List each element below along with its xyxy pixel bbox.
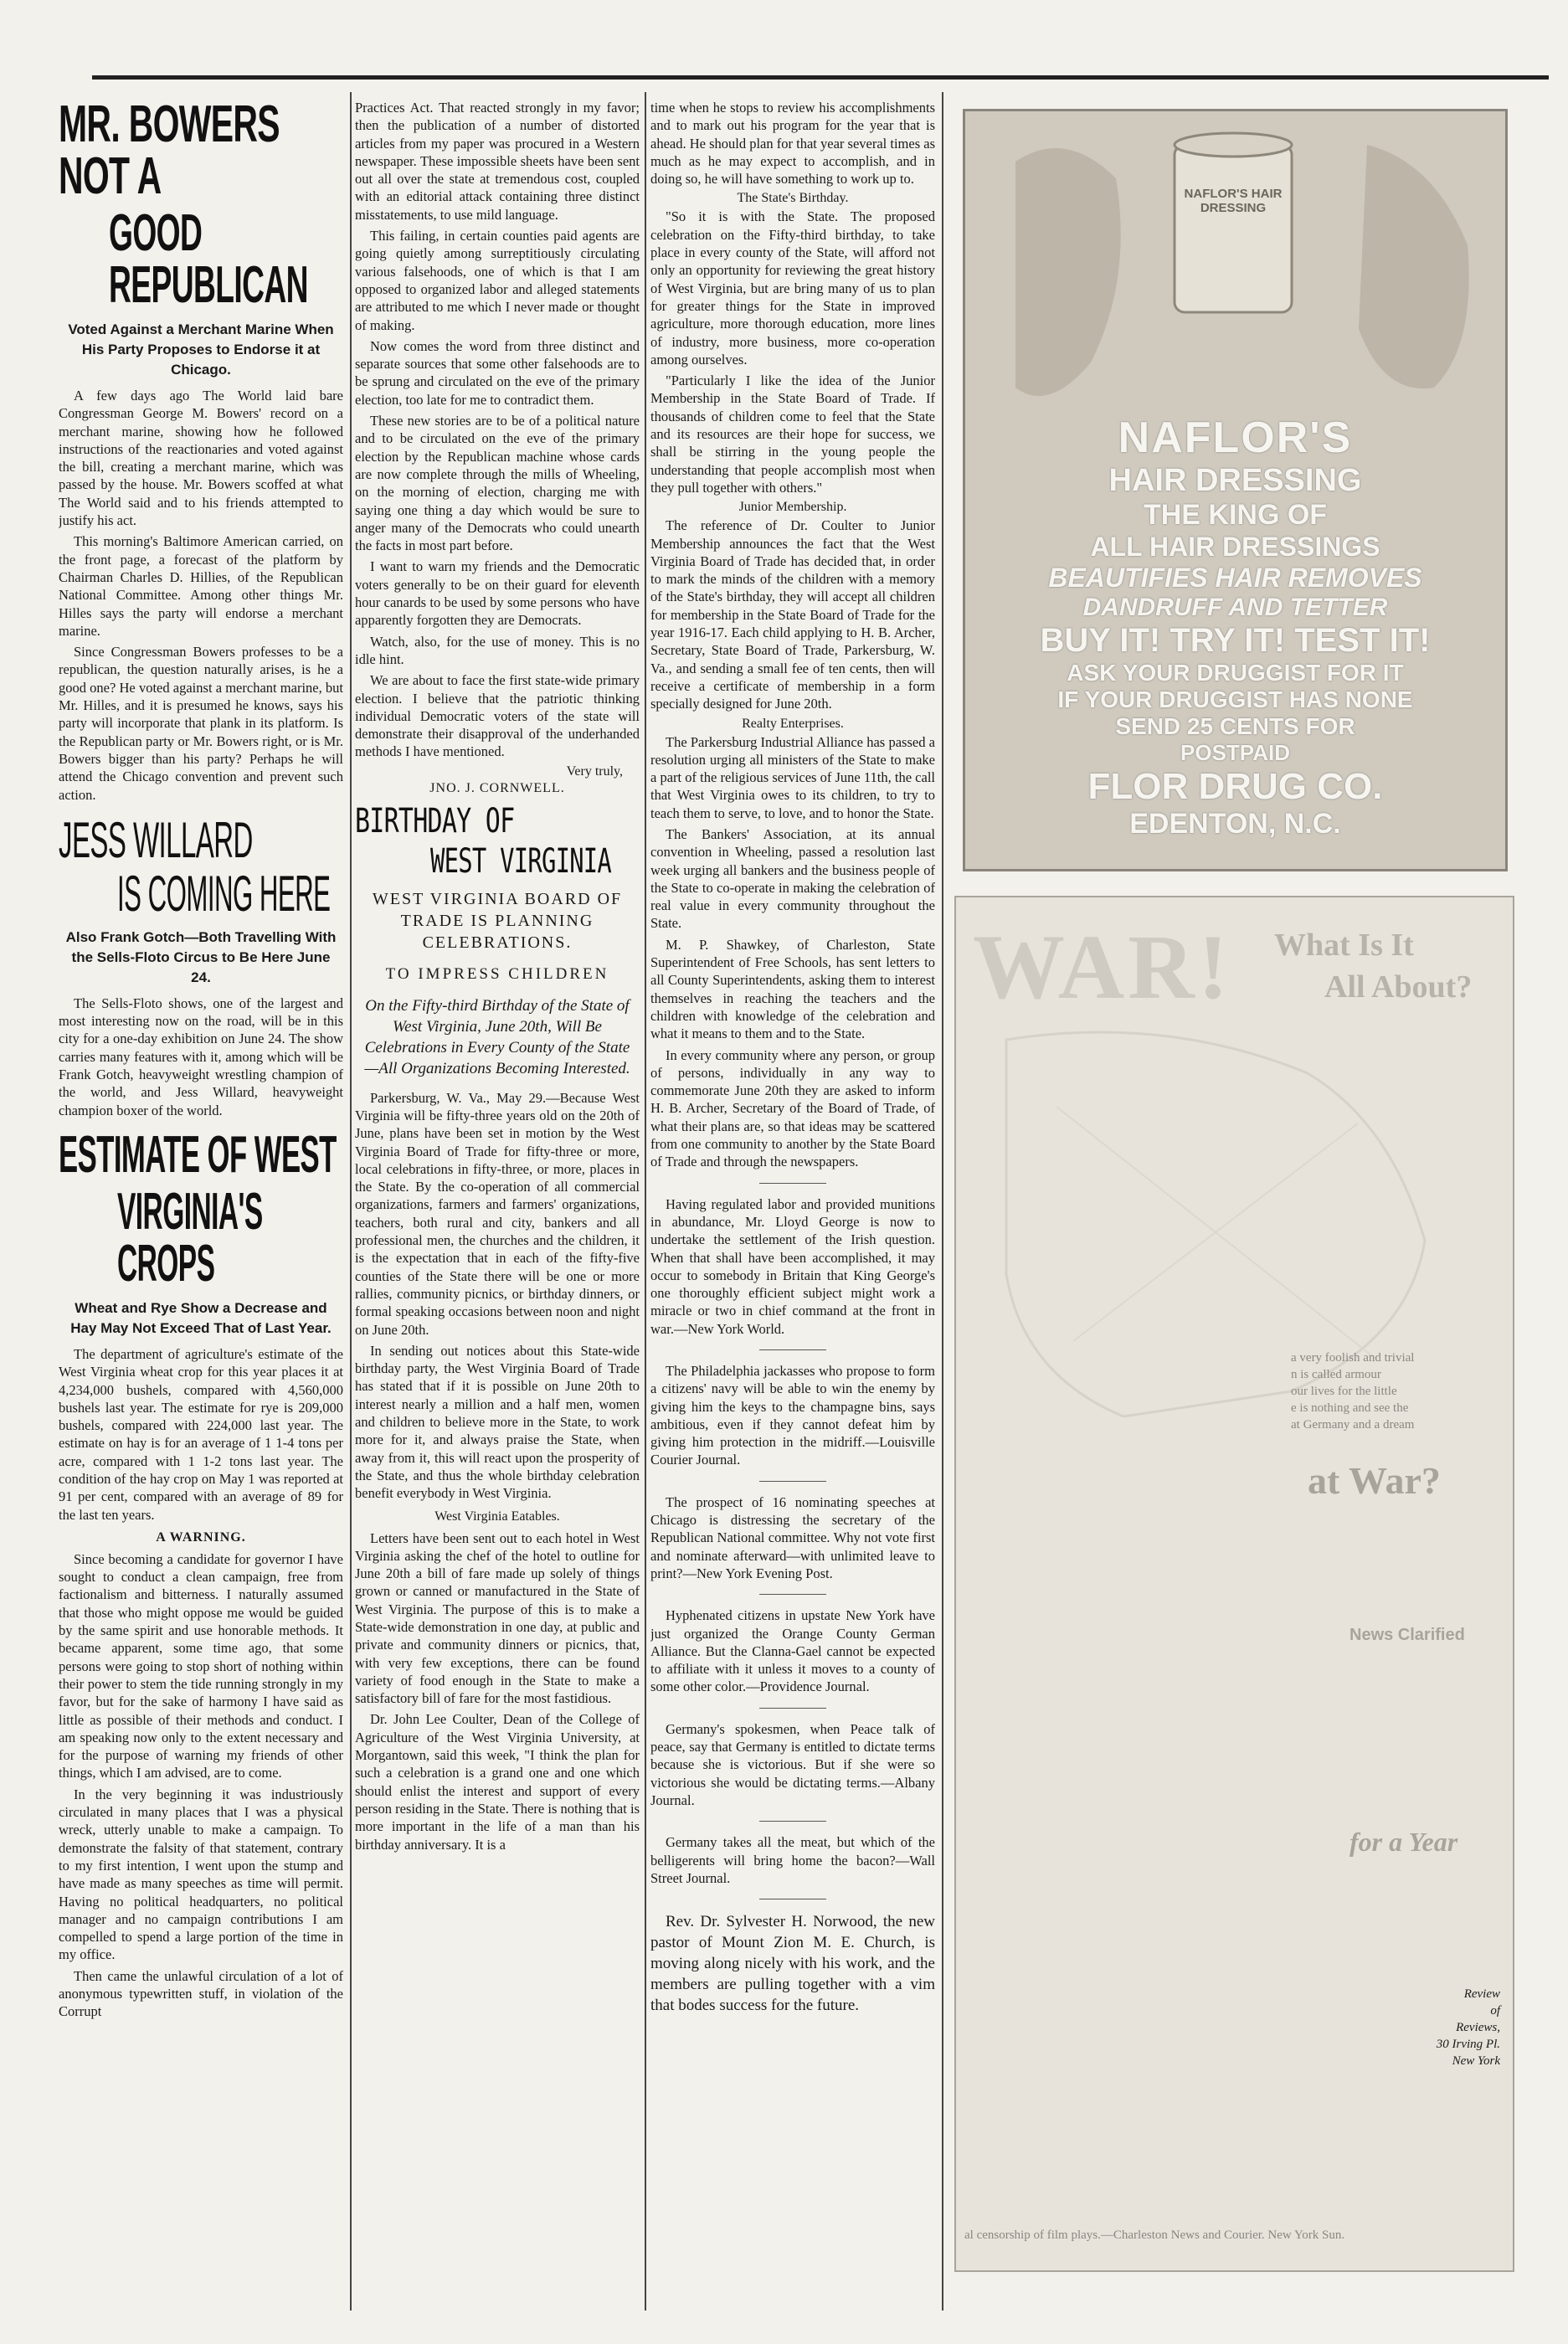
ad-line: n is called armour — [1291, 1368, 1381, 1381]
article-body — [355, 1089, 640, 1503]
coupon-line: Review — [1463, 1987, 1500, 2001]
ad-headline: WAR! — [973, 916, 1232, 1018]
column-2 — [355, 99, 640, 2334]
article-birthday — [355, 801, 640, 1853]
deck: Wheat and Rye Show a Decrease and Hay May Not Exceed That of Last Year. — [70, 1299, 332, 1336]
paragraph: I want to warn my friends and the Democratic voters generally to be on their guard for eleventh hour canards to be used by some persons who have apparently forgotten they are Democrats. — [355, 558, 640, 629]
ad-line: at Germany and a dream — [1291, 1418, 1415, 1432]
article-body — [650, 517, 935, 712]
divider — [759, 1349, 826, 1350]
ad-line: ALL HAIR DRESSINGS — [1090, 532, 1380, 562]
ad-line: SEND 25 CENTS FOR — [1115, 713, 1355, 739]
article-body — [650, 733, 935, 1171]
column-3 — [650, 99, 935, 2334]
ad-line: ASK YOUR DRUGGIST FOR IT — [1067, 660, 1404, 686]
paragraph: Since becoming a candidate for governor I have sought to conduct a clean campaign, free from factionalism and bitterness. I naturally assumed that those who might oppose me would be guided by the same spirit and use honorable methods. It became apparent, some time ago, that some persons were going to stop short of nothing within their power to stem the tide running strongly in my favor, but for the sake of harmony I have said as little as possible of their methods and conduct. I am speaking now only to the extent necessary and for the purpose of warning my friends of other things, which I am advised, are to come. — [59, 1550, 343, 1781]
paragraph: The Parkersburg Industrial Alliance has passed a resolution urging all ministers of the State to make a part of the religious services of June 11th, the call that West Virginia owes to its children, to try to teach them to serve, to love, and to honor the State. — [650, 733, 935, 821]
ad-line: POSTPAID — [1180, 740, 1290, 765]
paragraph: In sending out notices about this State-wide birthday party, the West Virginia Board of Trade has stated that if it is possible on June 20th to interest nearly a million and a half men, women and children to believe more in the State, to work more for it, and always praise the State, when away from it, this will react upon the prosperity of the State, and thus the whole birthday celebration benefit everybody in West Virginia. — [355, 1342, 640, 1502]
editorial-shorts — [650, 1195, 935, 1888]
paragraph: Parkersburg, W. Va., May 29.—Because West Virginia will be fifty-three years old on the 20th of June, plans have been set in motion by the West Virginia Board of Trade for fifty-three or more, local celebrations in fifty-three, or more, places in the State. By the co-operation of all commercial organizations, farmers and farmers' organizations, teachers, both rural and city, bankers and all professional men, the churches and the children, it is the expectation that in each of the fifty-five counties of the State there will be one or more rallies, community picnics, or birthday dinners, or formal speaking occasions between noon and night on June 20th. — [355, 1089, 640, 1338]
article-body — [650, 208, 935, 496]
ad-subhead: All About? — [1324, 969, 1473, 1005]
column-rule — [942, 92, 943, 2311]
deck: Voted Against a Merchant Marine When His Party Proposes to Endorse it at Chicago. — [68, 321, 334, 378]
deck: On the Fifty-third Birthday of the State of West Virginia, June 20th, Will Be Celebrations in Every County of the State—All Organizations Becoming Interested. — [364, 996, 630, 1077]
headline: WEST VIRGINIA — [430, 841, 612, 881]
headline: GOOD REPUBLICAN — [109, 204, 308, 314]
paragraph: The department of agriculture's estimate of the West Virginia wheat crop for this year places it at 4,234,000 bushels, compared with 4,560,000 bushels last year. The estimate for rye is 209,000 bushels, compared with 224,000 last year. The estimate on hay is for an average of 1 1-4 tons per acre, compared with 1 1-2 tons last year. The condition of the hay crop on May 1 was reported at 91 per cent, compared with an average of 89 for the last ten years. — [59, 1345, 343, 1523]
article-crops — [59, 1125, 343, 1524]
article-bowers — [59, 99, 343, 804]
paragraph: A few days ago The World laid bare Congressman George M. Bowers' record on a merchant marine, showing how he followed instructions of the reactionaries and voted against the bill, creating a merchant marine, which was passed by the house. Mr. Bowers scoffed at what The World said and to his friends attempted to justify his act. — [59, 388, 343, 529]
paragraph: time when he stops to review his accomplishments and to mark out his program for the year that is ahead. He should plan for that year several times as much as he may expect to accomplish, and in doing so, he will have something to work up to. — [650, 100, 935, 188]
ad-line: THE KING OF — [1143, 499, 1328, 531]
article-body — [59, 387, 343, 804]
paragraph: This failing, in certain counties paid agents are going quietly among surreptitiously circulating various falsehoods, one of which is that I am opposed to organized labor and alleged statements are attributed to me which I never made or thought of making. — [355, 228, 640, 333]
paragraph: M. P. Shawkey, of Charleston, State Superintendent of Free Schools, has sent letters to all County Superintendents, asking them to interest themselves in reaching the teachers and the children with knowledge of the celebration and what it means to them and to the State. — [650, 936, 935, 1042]
paragraph: Since Congressman Bowers professes to be a republican, the question naturally arises, is he a good one? He voted against a merchant marine, but Mr. Hilles, and it is presumed he knows, says his party will incorporate that plank in its platform. Is the Republican party or Mr. Bowers right, or is Mr. Bowers bigger than his party? Perhaps he will attend the Chicago convention and prevent such action. — [59, 644, 343, 803]
ad-line: HAIR DRESSING — [1108, 463, 1362, 498]
top-rule — [92, 75, 1549, 80]
ad-line: BEAUTIFIES HAIR REMOVES — [1048, 563, 1422, 593]
column-rule — [350, 92, 352, 2311]
coupon[interactable] — [1421, 1986, 1500, 2069]
ad-line: our lives for the little — [1291, 1385, 1397, 1398]
ad-line: BUY IT! TRY IT! TEST IT! — [1040, 622, 1431, 659]
paragraph: Germany's spokesmen, when Peace talk of peace, say that Germany is entitled to dictate terms because she is victorious. But if she were so victorious she would be dictating terms.—Albany Journal. — [650, 1720, 935, 1808]
coupon-line: of — [1490, 2004, 1500, 2018]
coupon-line: 30 Irving Pl. — [1436, 2038, 1500, 2051]
paragraph: Germany takes all the meat, but which of the belligerents will bring home the bacon?—Wall Street Journal. — [650, 1834, 935, 1886]
ad-subhead: News Clarified — [1350, 1626, 1465, 1644]
article-body — [59, 995, 343, 1119]
divider — [759, 1183, 826, 1184]
divider — [759, 1594, 826, 1595]
sign-off: Very truly, — [566, 763, 623, 779]
divider — [759, 1821, 826, 1822]
article-body — [355, 99, 640, 761]
ad-subhead: for a Year — [1350, 1827, 1458, 1857]
paragraph: These new stories are to be of a political nature and to be circulated on the eve of the primary election by the Republican machine whose cards are now complete through the mills of Wheeling, on the morning of election, charging me with saying one thing a day which would be sure to anger many of the Democrats who could unearth the facts in most part before. — [355, 413, 640, 554]
article-body — [355, 1529, 640, 1853]
paragraph: We are about to face the first state-wide primary election. I believe that the patriotic thinking individual Democratic voters of the state will demonstrate their disapproval of the underhanded methods I have mentioned. — [355, 672, 640, 760]
ad-line: a very foolish and trivial — [1291, 1351, 1415, 1365]
column-rule — [645, 92, 646, 2311]
article-warning — [59, 1530, 343, 2021]
article-body — [59, 1550, 343, 2021]
article-body — [59, 1345, 343, 1524]
article-willard — [59, 811, 343, 1119]
ad-subhead: What Is It — [1274, 928, 1414, 963]
paragraph: The reference of Dr. Coulter to Junior Membership announces the fact that the West Virginia Board of Trade has decided that, in order to mark the minds of the children with a memory of the State's birthday, they will accept all children for membership in the State Board of Trade for the year 1916-17. Each child applying to H. B. Archer, Secretary, State Board of Trade, Parkersburg, W. Va., and sending a small fee of ten cents, then will receive a certificate of membership in a form specially designed for June 20th. — [650, 517, 935, 712]
paragraph: Hyphenated citizens in upstate New York have just organized the Orange County German Alliance. But the Clanna-Gael cannot be expected to affiliate with it unless it moves to a county of some other color.—Providence Journal. — [650, 1607, 935, 1695]
ad-line: e is nothing and see the — [1291, 1401, 1409, 1415]
section-title: A WARNING. — [156, 1529, 246, 1545]
column-1 — [59, 99, 343, 2334]
ad-tail-text: al censorship of film plays.—Charleston News and Courier. New York Sun. — [964, 2228, 1345, 2242]
subhead: Junior Membership. — [738, 500, 847, 515]
divider — [759, 1708, 826, 1709]
coupon-line: Reviews, — [1456, 2021, 1500, 2034]
paragraph: Rev. Dr. Sylvester H. Norwood, the new pastor of Mount Zion M. E. Church, is moving along nicely with his work, and the members are pulling together with a vim that bodes success for the future. — [650, 1913, 935, 2015]
ad-body — [1291, 1349, 1500, 1433]
deck: WEST VIRGINIA BOARD OF TRADE IS PLANNING CELEBRATIONS. — [372, 889, 623, 952]
paragraph: Having regulated labor and provided munitions in abundance, Mr. Lloyd George is now to undertake the settlement of the Irish question. When that shall have been accomplished, it may occur to somebody in Britain that King George's one thoroughly efficient subject might work a miracle or two in chief command at the front in war.—New York World. — [650, 1195, 935, 1337]
ad-line: EDENTON, N.C. — [1129, 808, 1341, 840]
subhead: West Virginia Eatables. — [434, 1509, 560, 1524]
headline: ESTIMATE OF WEST — [59, 1125, 337, 1184]
paragraph: The Philadelphia jackasses who propose to form a citizens' navy will be able to win the enemy by giving him the keys to the champagne bins, says ambitious, even if they cannot defeat him by giving him protection in the midriff.—Louisville Courier Journal. — [650, 1363, 935, 1468]
deck: TO IMPRESS CHILDREN — [385, 964, 609, 983]
subhead: Realty Enterprises. — [742, 716, 844, 731]
article-body — [650, 1911, 935, 2016]
signature: JNO. J. CORNWELL. — [429, 780, 565, 795]
ad-line: NAFLOR'S — [1118, 414, 1353, 462]
headline: IS COMING HERE — [117, 865, 331, 922]
paragraph: Dr. John Lee Coulter, Dean of the College of Agriculture of the West Virginia University, at Morgantown, said this week, "I think the plan for such a celebration is a grand one and one which should enlist the interest and support of every person residing in the State. There is nothing that is more important in the life of a man than his birthday anniversary. It is a — [355, 1711, 640, 1853]
article-body — [650, 99, 935, 188]
ad-line: IF YOUR DRUGGIST HAS NONE — [1057, 686, 1413, 712]
headline: JESS WILLARD — [59, 811, 253, 868]
paragraph: The prospect of 16 nominating speeches at Chicago is distressing the secretary of the Republican National committee. Why not vote first and nominate afterward—with unlimited leave to print?—New York Evening Post. — [650, 1493, 935, 1581]
ad-line: FLOR DRUG CO. — [1087, 766, 1383, 807]
divider — [759, 1481, 826, 1482]
paragraph: "Particularly I like the idea of the Junior Membership in the State Board of Trade. If thousands of children come to feel that the State and its resources are their hope for success, we shall be stirring in the young people the understanding that people accomplish most when they pull together with others." — [650, 373, 935, 496]
paragraph: In the very beginning it was industriously circulated in many places that I was a physical wreck, utterly unable to make a campaign. To demonstrate the falsity of that statement, contrary to my first intention, I went upon the stump and have made as many speeches as time will permit. Having no political headquarters, no political manager and no campaign contributions I am compelled to spend a large portion of the time in my office. — [59, 1786, 343, 1963]
paragraph: The Bankers' Association, at its annual convention in Wheeling, passed a resolution last week urging all bankers and the business people of the State to co-operate in making the celebration of real value in every community throughout the State. — [650, 825, 935, 932]
headline: BIRTHDAY OF — [355, 801, 515, 840]
paragraph: Letters have been sent out to each hotel in West Virginia asking the chef of the hotel to outline for June 20th a bill of fare made up solely of things grown or canned or manufactured in the State of West Virginia. The purpose of this is to make a State-wide demonstration in one day, at public and private and community dinners or picnics, that, with very few exceptions, there can be found variety of food enough in the State to make a satisfactory bill of fare for the most fastidious. — [355, 1529, 640, 1707]
ad-line: DANDRUFF AND TETTER — [1082, 594, 1388, 621]
ad-text — [965, 413, 1505, 840]
headline: VIRGINIA'S CROPS — [117, 1182, 263, 1293]
deck: Also Frank Gotch—Both Travelling With the Sells-Floto Circus to Be Here June 24. — [65, 928, 337, 985]
paragraph: Now comes the word from three distinct and separate sources that some other falsehoods are to be sprung and circulated on the eve of the primary election, too late for me to contradict them. — [355, 337, 640, 408]
coupon-line: New York — [1452, 2054, 1500, 2068]
paragraph: In every community where any person, or group of persons, individually in any way to commemorate June 20th they are asked to inform H. B. Archer, Secretary of the Board of Trade, of what their plans are, so that ideas may be scattered from one community to another by the State Board of Trade and through the newspapers. — [650, 1046, 935, 1170]
jar-label: NAFLOR'S HAIR DRESSING — [1184, 187, 1283, 215]
advertisement-war — [954, 896, 1514, 2272]
paragraph: This morning's Baltimore American carried, on the front page, a forecast of the platform by Chairman Charles D. Hillies, of the Republican National Committee. Among other things Mr. Hilles says the party will endorse a merchant marine. — [59, 533, 343, 639]
paragraph: "So it is with the State. The proposed celebration on the Fifty-third birthday, to take place in every county of the State, will afford not only an opportunity for reviewing the great history of West Virginia, but are bring many of us to plan for greater things for the State in improved agriculture, more thorough education, more lines of industry, more business, more co-operation among ourselves. — [650, 208, 935, 368]
paragraph: Practices Act. That reacted strongly in my favor; then the publication of a number of distorted articles from my paper was procured in a Western newspaper. These impossible sheets have been sent out all over the state at tremendous cost, coupled with an editorial attack containing three distinct misstatements, to use mild language. — [355, 100, 640, 223]
subhead: The State's Birthday. — [737, 191, 849, 206]
paragraph: Watch, also, for the use of money. This is no idle hint. — [355, 633, 640, 667]
advertisement-hair-dressing — [963, 109, 1508, 871]
ad-headline: at War? — [1308, 1459, 1441, 1502]
paragraph: Then came the unlawful circulation of a lot of anonymous typewritten stuff, in violation of the Corrupt — [59, 1967, 343, 2020]
paragraph: The Sells-Floto shows, one of the largest and most interesting now on the road, will be in this city for a one-day exhibition on June 24. The show carries many features with it, among which will be Frank Gotch, heavyweight wrestling champion of the world, and Jess Willard, heavyweight champion boxer of the world. — [59, 995, 343, 1118]
headline: MR. BOWERS NOT A — [59, 99, 280, 205]
